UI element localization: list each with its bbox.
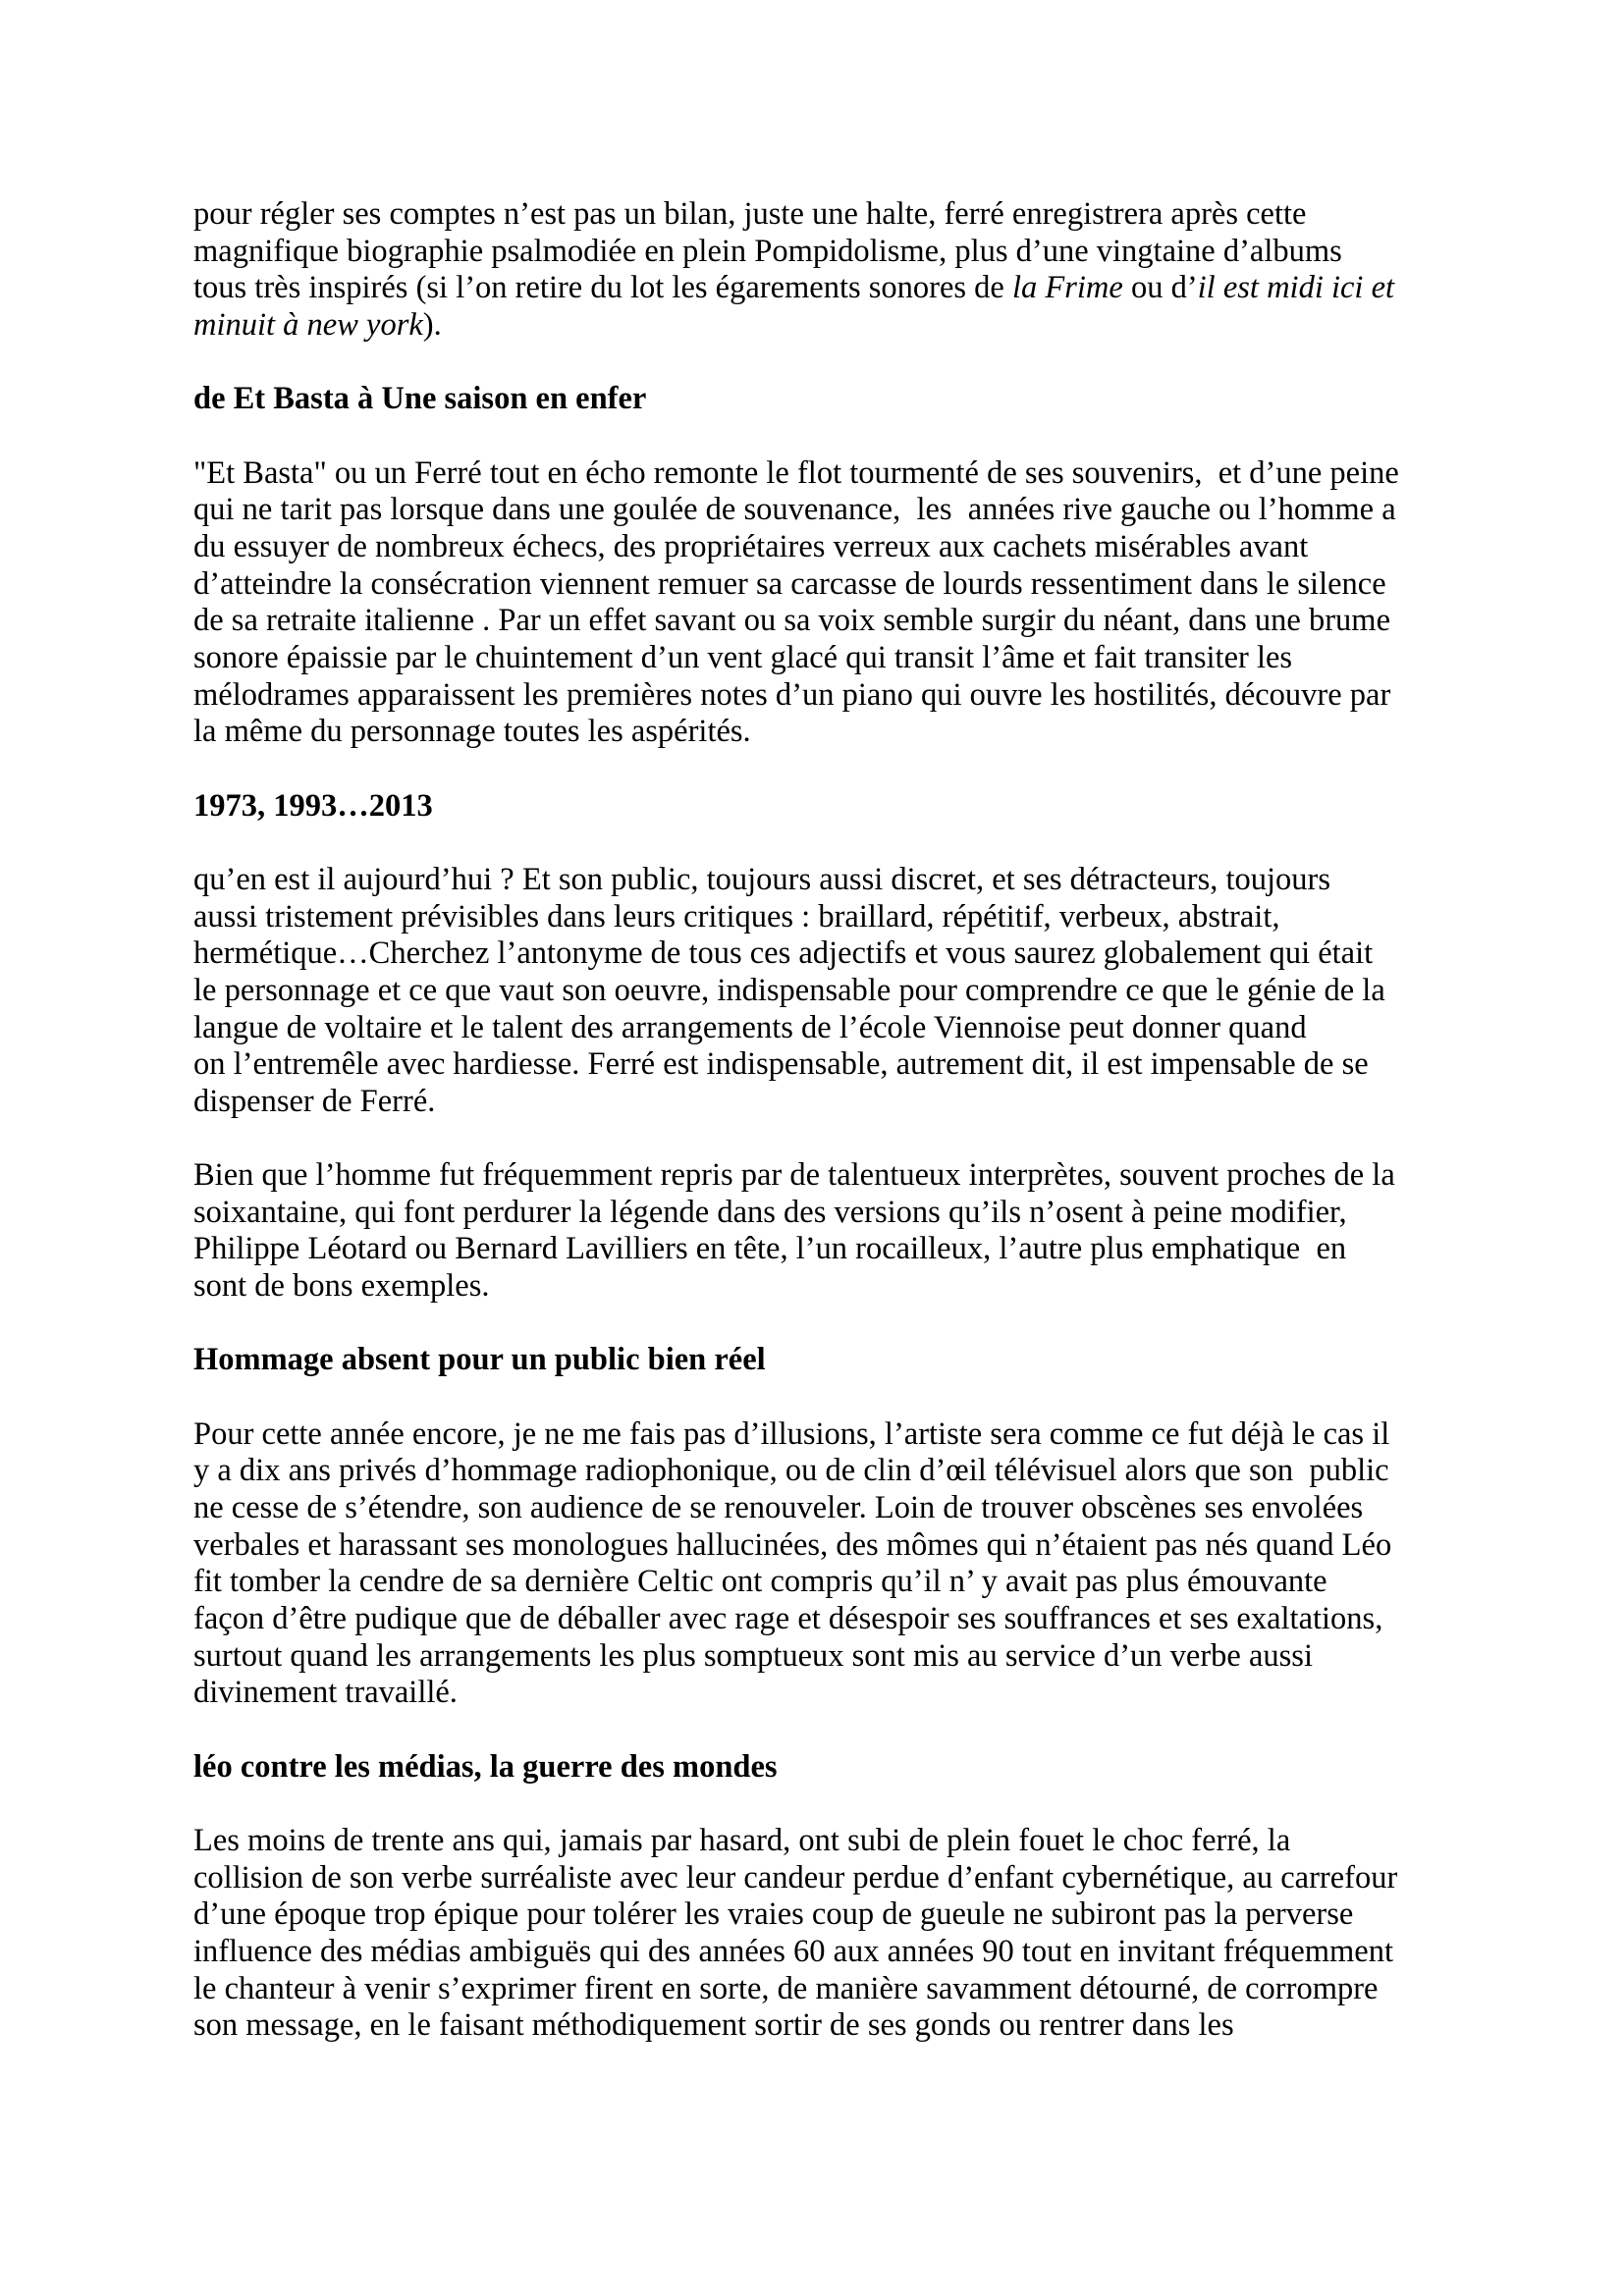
text-run: façon d’être pudique que de déballer avec rage et désespoir ses souffrances et ses exaltations, — [193, 1601, 1383, 1637]
paragraph-line — [193, 1563, 1327, 1600]
paragraph-line — [193, 972, 1385, 1009]
text-run: fit tomber la cendre de sa dernière Celtic ont compris qu’il n’ y avait pas plus émouvante — [193, 1564, 1327, 1600]
text-run: sont de bons exemples. — [193, 1268, 490, 1305]
text-run: qui ne tarit pas lorsque dans une goulée de souvenance, les années rive gauche ou l’homme a — [193, 492, 1396, 528]
paragraph-line — [193, 1267, 489, 1305]
paragraph-line — [193, 898, 1280, 935]
paragraph-line — [193, 565, 1386, 603]
paragraph-line — [193, 1045, 1369, 1083]
italic-title: minuit à new york — [193, 306, 423, 343]
text-run: magnifique biographie psalmodiée en plein Pompidolisme, plus d’une vingtaine d’albums — [193, 233, 1342, 269]
text-run: y a dix ans privés d’hommage radiophonique, ou de clin d’œil télévisuel alors que son public — [193, 1453, 1389, 1489]
text-run: aussi tristement prévisibles dans leurs critiques : braillard, répétitif, verbeux, abstrait, — [193, 898, 1280, 934]
paragraph-line — [193, 1859, 1397, 1896]
text-run: divinement travaillé. — [193, 1675, 458, 1711]
text-run: influence des médias ambiguës qui des années 60 aux années 90 tout en invitant fréquemment — [193, 1934, 1394, 1970]
text-run: hermétique…Cherchez l’antonyme de tous ces adjectifs et vous saurez globalement qui était — [193, 935, 1374, 972]
text-run: surtout quand les arrangements les plus somptueux sont mis au service d’un verbe aussi — [193, 1637, 1313, 1674]
paragraph-line — [193, 1970, 1378, 2007]
paragraph-line — [193, 195, 1306, 233]
text-run: de sa retraite italienne . Par un effet savant ou sa voix semble surgir du néant, dans une brume — [193, 603, 1390, 639]
paragraph-line — [193, 602, 1390, 639]
paragraph-line — [193, 1083, 435, 1120]
text-run: mélodrames apparaissent les premières notes d’un piano qui ouvre les hostilités, découvre par — [193, 676, 1391, 713]
paragraph-line — [193, 1156, 1395, 1194]
paragraph-line — [193, 1637, 1313, 1675]
paragraph-line — [193, 1600, 1382, 1637]
text-run: du essuyer de nombreux échecs, des propriétaires verreux aux cachets misérables avant — [193, 528, 1309, 564]
text-run: d’atteindre la consécration viennent remuer sa carcasse de lourds ressentiment dans le silence — [193, 565, 1386, 602]
text-run: le chanteur à venir s’exprimer firent en sorte, de manière savamment détourné, de corrompre — [193, 1970, 1379, 2006]
text-run: soixantaine, qui font perdurer la légende dans des versions qu’ils n’osent à peine modifier, — [193, 1194, 1347, 1230]
text-run: sonore épaissie par le chuintement d’un vent glacé qui transit l’âme et fait transiter les — [193, 639, 1293, 675]
text-run: son message, en le faisant méthodiquement sortir de ses gonds ou rentrer dans les — [193, 2007, 1234, 2044]
text-run: on l’entremêle avec hardiesse. Ferré est indispensable, autrement dit, il est impensable de se — [193, 1046, 1369, 1083]
paragraph-line — [193, 2006, 1234, 2044]
text-run: Pour cette année encore, je ne me fais pas d’illusions, l’artiste sera comme ce fut déjà le cas il — [193, 1415, 1390, 1452]
paragraph-line — [193, 639, 1292, 676]
text-run: Bien que l’homme fut fréquemment repris par de talentueux interprètes, souvent proches de la — [193, 1157, 1395, 1194]
paragraph-line — [193, 861, 1330, 898]
section-heading: Hommage absent pour un public bien réel — [193, 1342, 766, 1378]
paragraph-line — [193, 233, 1342, 270]
text-run: dispenser de Ferré. — [193, 1083, 436, 1119]
text-run: ne cesse de s’étendre, son audience de se renouveler. Loin de trouver obscènes ses envolées — [193, 1490, 1364, 1526]
paragraph-line — [193, 491, 1396, 528]
text-run: ). — [422, 306, 442, 343]
paragraph-line — [193, 306, 442, 344]
paragraph-line — [193, 1415, 1389, 1453]
text-run: Philippe Léotard ou Bernard Lavilliers en tête, l’un rocailleux, l’autre plus emphatique en — [193, 1231, 1347, 1267]
text-run: pour régler ses comptes n’est pas un bilan, juste une halte, ferré enregistrera après cette — [193, 196, 1307, 232]
paragraph-line — [193, 1674, 458, 1711]
paragraph-line — [193, 934, 1373, 972]
paragraph-line — [193, 1933, 1393, 1970]
italic-title: la Frime — [1011, 270, 1123, 306]
text-run: tous très inspirés (si l’on retire du lot les égarements sonores de — [193, 270, 1012, 306]
text-run: "Et Basta" ou un Ferré tout en écho remonte le flot tourmenté de ses souvenirs, et d’une peine — [193, 454, 1399, 491]
section-heading: de Et Basta à Une saison en enfer — [193, 381, 647, 417]
italic-title: il est midi ici et — [1197, 270, 1395, 306]
text-run: Les moins de trente ans qui, jamais par hasard, ont subi de plein fouet le choc ferré, la — [193, 1823, 1291, 1859]
text-run: langue de voltaire et le talent des arrangements de l’école Viennoise peut donner quand — [193, 1009, 1307, 1045]
paragraph-line — [193, 1896, 1353, 1933]
text-run: collision de son verbe surréaliste avec leur candeur perdue d’enfant cybernétique, au carrefour — [193, 1859, 1398, 1896]
paragraph-line — [193, 1489, 1363, 1526]
paragraph-line — [193, 1452, 1389, 1489]
paragraph-line — [193, 1230, 1346, 1267]
paragraph-line — [193, 1194, 1347, 1231]
paragraph-line — [193, 1009, 1307, 1046]
section-heading: léo contre les médias, la guerre des mondes — [193, 1748, 778, 1785]
paragraph-line — [193, 676, 1390, 714]
paragraph-line — [193, 269, 1394, 306]
text-run: qu’en est il aujourd’hui ? Et son public, toujours aussi discret, et ses détracteurs, toujours — [193, 861, 1331, 897]
paragraph-line — [193, 1526, 1391, 1564]
text-run: d’une époque trop épique pour tolérer les vraies coup de gueule ne subiront pas la perverse — [193, 1896, 1354, 1933]
paragraph-line — [193, 1822, 1290, 1859]
text-run: ou d’ — [1122, 270, 1198, 306]
paragraph-line — [193, 713, 751, 750]
section-heading: 1973, 1993…2013 — [193, 787, 433, 824]
paragraph-line — [193, 528, 1308, 565]
text-run: le personnage et ce que vaut son oeuvre, indispensable pour comprendre ce que le génie de la — [193, 972, 1385, 1008]
text-run: verbales et harassant ses monologues hallucinées, des mômes qui n’étaient pas nés quand Léo — [193, 1526, 1392, 1563]
paragraph-line — [193, 454, 1399, 492]
text-run: la même du personnage toutes les aspérités. — [193, 714, 751, 750]
